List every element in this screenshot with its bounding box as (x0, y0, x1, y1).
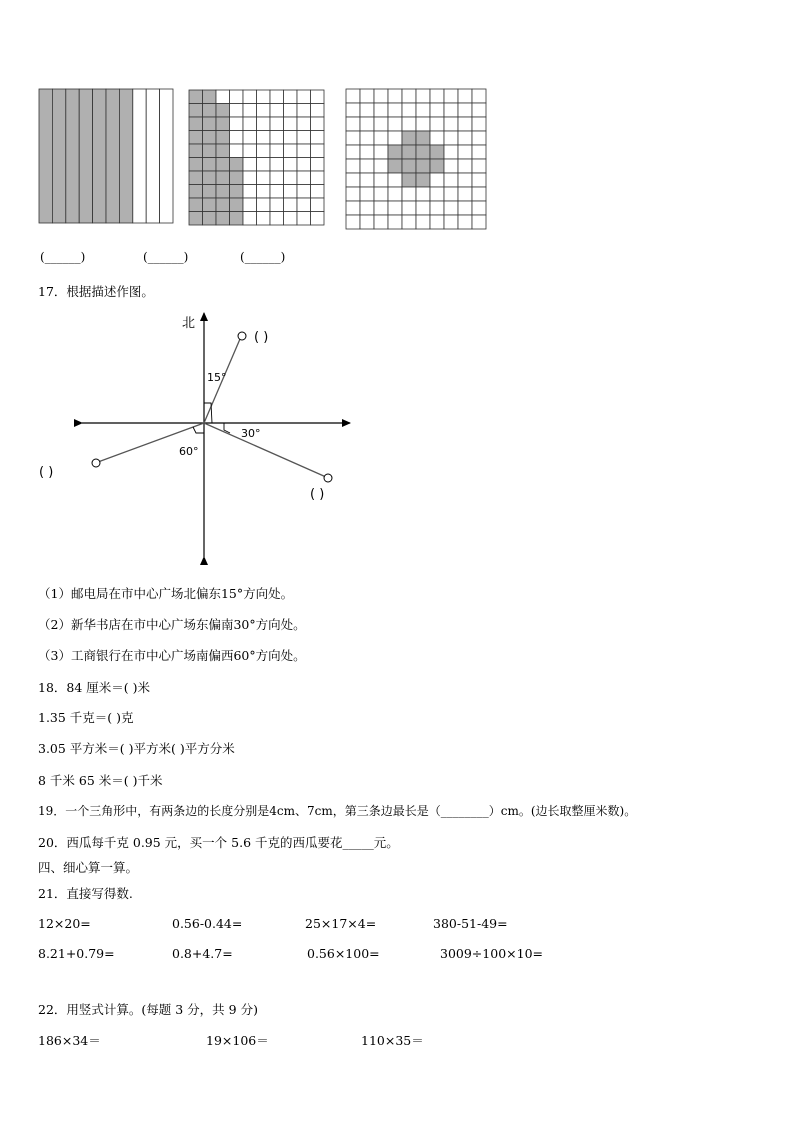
grid-cell (257, 158, 271, 172)
grid-cell (311, 198, 325, 212)
grid-cell (216, 90, 230, 104)
grid-cell (416, 117, 430, 131)
strip-column (106, 89, 119, 223)
grid-cell (203, 158, 217, 172)
grid-cell (216, 158, 230, 172)
grid-cell (311, 171, 325, 185)
grid-cell (270, 90, 284, 104)
q17-item-2: （2）新华书店在市中心广场东偏南30°方向处。 (38, 617, 306, 632)
grid-cell (346, 117, 360, 131)
grid-cell (444, 103, 458, 117)
grid-cell (284, 185, 298, 199)
blank-se: ( ) (310, 487, 325, 502)
grid-cell (203, 198, 217, 212)
grid-cell (416, 159, 430, 173)
grid-cell (311, 212, 325, 226)
bookstore-point (324, 474, 332, 482)
grid-cell (458, 131, 472, 145)
grid-cell (472, 145, 486, 159)
grid-cell (444, 131, 458, 145)
grid-cell (311, 144, 325, 158)
grid-cell (430, 89, 444, 103)
grid-cell (374, 145, 388, 159)
answer-blank-2[interactable]: (______) (143, 250, 189, 264)
grid-cell (360, 103, 374, 117)
grid-cell (297, 198, 311, 212)
bank-point (92, 459, 100, 467)
grid-cell (402, 89, 416, 103)
grid-cell (430, 187, 444, 201)
q21-r2c3: 0.56×100= (307, 946, 380, 961)
grid-cell (243, 212, 257, 226)
grid-cell (430, 117, 444, 131)
grid-cell (243, 104, 257, 118)
grid-cell (297, 131, 311, 145)
grid-cell (230, 171, 244, 185)
grid-cell (360, 131, 374, 145)
grid-cell (444, 201, 458, 215)
grid-cell (444, 215, 458, 229)
grid-cell (458, 145, 472, 159)
grid-cell (346, 201, 360, 215)
q18-line-4: 8 千米 65 米＝( )千米 (38, 773, 163, 788)
grid-cell (189, 212, 203, 226)
grid-cell (402, 173, 416, 187)
q20: 20．西瓜每千克 0.95 元，买一个 5.6 千克的西瓜要花_____元。 (38, 835, 399, 850)
grid-cell (374, 215, 388, 229)
angle-30-label: 30° (241, 427, 261, 440)
grid-cell (458, 89, 472, 103)
grid-cell (430, 159, 444, 173)
grid-cell (257, 171, 271, 185)
grid-cell (458, 117, 472, 131)
q22-item-1: 186×34＝ (38, 1033, 101, 1048)
grid-cell (297, 212, 311, 226)
grid-cell (472, 117, 486, 131)
grid-cell (270, 104, 284, 118)
grid-cell (216, 104, 230, 118)
grid-cell (346, 215, 360, 229)
strip-column (93, 89, 106, 223)
grid-cell (374, 173, 388, 187)
q21-r2c4: 3009÷100×10= (440, 946, 543, 961)
strip-column (146, 89, 159, 223)
grid-cell (430, 201, 444, 215)
blank-ne: ( ) (254, 330, 269, 345)
q17-title: 17．根据描述作图。 (38, 284, 154, 299)
grid-cell (388, 159, 402, 173)
strip-column (66, 89, 79, 223)
grid-cell (388, 201, 402, 215)
q19: 19．一个三角形中，有两条边的长度分别是4cm、7cm，第三条边最长是（________）cm。(边长取整厘米数)。 (38, 804, 637, 818)
grid-cell (230, 158, 244, 172)
grid-cell (297, 104, 311, 118)
grid-cell (270, 117, 284, 131)
grid-cell (311, 90, 325, 104)
grid-cell (230, 185, 244, 199)
grid-cell (203, 90, 217, 104)
grid-cell (458, 159, 472, 173)
grid-cell (360, 173, 374, 187)
grid-cell (346, 145, 360, 159)
grid-cell (416, 131, 430, 145)
grid-cell (189, 144, 203, 158)
strip-column (39, 89, 52, 223)
grid-cell (388, 103, 402, 117)
strip-column (133, 89, 146, 223)
grid-cell (444, 89, 458, 103)
grid-cell (430, 173, 444, 187)
grid-cell (472, 159, 486, 173)
grid-cell (257, 90, 271, 104)
grid-cell (430, 131, 444, 145)
grid-cell (243, 131, 257, 145)
grid-cell (203, 131, 217, 145)
answer-blank-3[interactable]: (______) (240, 250, 286, 264)
q18-line-3: 3.05 平方米＝( )平方米( )平方分米 (38, 741, 235, 756)
grid-cell (458, 173, 472, 187)
grid-cell (374, 159, 388, 173)
grid-cell (346, 131, 360, 145)
grid-cell (416, 103, 430, 117)
blank-w: ( ) (39, 465, 54, 480)
grid-cell (388, 173, 402, 187)
grid-cell (472, 215, 486, 229)
grid-cell (402, 187, 416, 201)
grid-cell (243, 117, 257, 131)
grid-cell (203, 117, 217, 131)
q22-item-3: 110×35＝ (361, 1033, 424, 1048)
grid-cell (257, 212, 271, 226)
grid-cell (257, 131, 271, 145)
grid-cell (243, 90, 257, 104)
grid-cell (297, 90, 311, 104)
grid-cell (388, 117, 402, 131)
post-office-point (238, 332, 246, 340)
grid-cell (216, 185, 230, 199)
grid-cell (402, 103, 416, 117)
grid-cell (297, 158, 311, 172)
grid-cell (472, 201, 486, 215)
grid-cell (388, 215, 402, 229)
grid-cell (270, 131, 284, 145)
grid-cell (402, 117, 416, 131)
grid-cell (297, 144, 311, 158)
grid-cell (360, 145, 374, 159)
grid-cell (388, 187, 402, 201)
grid-cell (472, 89, 486, 103)
grid-cell (284, 158, 298, 172)
grid-cell (444, 117, 458, 131)
grid-cell (216, 117, 230, 131)
grid-cell (346, 103, 360, 117)
grid-cell (243, 171, 257, 185)
grid-cell (472, 187, 486, 201)
grid-cell (311, 158, 325, 172)
grid-cell (216, 131, 230, 145)
grid-cell (374, 117, 388, 131)
grid-cell (216, 198, 230, 212)
grid-cell (416, 145, 430, 159)
grid-cell (458, 215, 472, 229)
grid-cell (230, 212, 244, 226)
grid-cell (284, 117, 298, 131)
grid-cell (257, 198, 271, 212)
grid-cell (402, 145, 416, 159)
q21-r1c2: 0.56-0.44= (172, 916, 243, 931)
grid-cell (203, 185, 217, 199)
q21-r1c3: 25×17×4= (305, 916, 377, 931)
grid-cell (270, 198, 284, 212)
grid-cell (189, 104, 203, 118)
grid-cell (472, 173, 486, 187)
grid-cell (374, 201, 388, 215)
grid-cell (360, 117, 374, 131)
grid-cell (388, 145, 402, 159)
grid-cell (270, 144, 284, 158)
grid-cell (270, 212, 284, 226)
grid-cell (189, 131, 203, 145)
q21-title: 21．直接写得数. (38, 886, 133, 901)
grid-cell (311, 117, 325, 131)
q21-r1c4: 380-51-49= (433, 916, 508, 931)
strip-column (119, 89, 132, 223)
direction-diagram (30, 305, 375, 565)
grid-cell (189, 90, 203, 104)
grid-cell (297, 171, 311, 185)
grid-cell (346, 173, 360, 187)
grid-cell (284, 104, 298, 118)
grid-cell (388, 89, 402, 103)
grid-cell (189, 185, 203, 199)
q17-item-1: （1）邮电局在市中心广场北偏东15°方向处。 (38, 586, 294, 601)
grid-cell (430, 215, 444, 229)
grid-cell (416, 89, 430, 103)
grid-cell (257, 144, 271, 158)
q21-r2c2: 0.8+4.7= (172, 946, 233, 961)
grid-cell (203, 104, 217, 118)
grid-cell (374, 89, 388, 103)
grid-cell (360, 187, 374, 201)
grid-cell (284, 144, 298, 158)
q21-r1c1: 12×20= (38, 916, 91, 931)
answer-blank-1[interactable]: (______) (40, 250, 86, 264)
grid-cell (311, 185, 325, 199)
grid-cell (444, 145, 458, 159)
grid-cell (374, 131, 388, 145)
grid-cell (216, 212, 230, 226)
hundred-grid-figure-1 (188, 89, 326, 227)
grid-cell (230, 198, 244, 212)
grid-cell (360, 215, 374, 229)
grid-cell (472, 131, 486, 145)
grid-cell (444, 173, 458, 187)
grid-cell (189, 158, 203, 172)
grid-cell (216, 144, 230, 158)
grid-cell (203, 212, 217, 226)
grid-cell (257, 117, 271, 131)
grid-cell (346, 89, 360, 103)
grid-cell (458, 187, 472, 201)
grid-cell (472, 103, 486, 117)
grid-cell (270, 185, 284, 199)
grid-cell (430, 103, 444, 117)
grid-cell (284, 171, 298, 185)
angle-15-label: 15° (207, 371, 227, 384)
grid-cell (402, 159, 416, 173)
grid-cell (243, 185, 257, 199)
grid-cell (203, 144, 217, 158)
grid-cell (416, 215, 430, 229)
grid-cell (189, 171, 203, 185)
grid-cell (189, 198, 203, 212)
grid-cell (346, 187, 360, 201)
grid-cell (444, 159, 458, 173)
grid-cell (416, 201, 430, 215)
grid-cell (360, 201, 374, 215)
grid-cell (416, 187, 430, 201)
grid-cell (216, 171, 230, 185)
grid-cell (311, 131, 325, 145)
grid-cell (243, 198, 257, 212)
grid-cell (458, 201, 472, 215)
q22-item-2: 19×106＝ (206, 1033, 269, 1048)
grid-cell (284, 212, 298, 226)
grid-cell (444, 187, 458, 201)
grid-cell (230, 144, 244, 158)
grid-cell (374, 103, 388, 117)
strip-column (79, 89, 92, 223)
grid-cell (230, 104, 244, 118)
grid-cell (230, 131, 244, 145)
grid-cell (458, 103, 472, 117)
grid-cell (284, 131, 298, 145)
grid-cell (297, 117, 311, 131)
grid-cell (374, 187, 388, 201)
grid-cell (243, 158, 257, 172)
grid-cell (402, 131, 416, 145)
grid-cell (360, 159, 374, 173)
grid-cell (402, 201, 416, 215)
strip-column (52, 89, 65, 223)
grid-cell (388, 131, 402, 145)
grid-cell (189, 117, 203, 131)
grid-cell (230, 90, 244, 104)
q22-title: 22．用竖式计算。(每题 3 分，共 9 分) (38, 1002, 258, 1017)
q17-item-3: （3）工商银行在市中心广场南偏西60°方向处。 (38, 648, 306, 663)
strip-column (160, 89, 173, 223)
grid-cell (230, 117, 244, 131)
grid-cell (430, 145, 444, 159)
grid-cell (270, 171, 284, 185)
angle-60-label: 60° (179, 445, 199, 458)
q21-r2c1: 8.21+0.79= (38, 946, 115, 961)
grid-cell (416, 173, 430, 187)
q18-line-1: 18．84 厘米＝( )米 (38, 680, 151, 695)
grid-cell (284, 198, 298, 212)
grid-cell (257, 104, 271, 118)
q18-line-2: 1.35 千克＝( )克 (38, 710, 134, 725)
north-label: 北 (182, 316, 196, 331)
grid-cell (360, 89, 374, 103)
grid-cell (311, 104, 325, 118)
section-4-heading: 四、细心算一算。 (38, 860, 139, 875)
grid-cell (257, 185, 271, 199)
grid-cell (297, 185, 311, 199)
grid-cell (346, 159, 360, 173)
grid-cell (270, 158, 284, 172)
grid-cell (243, 144, 257, 158)
grid-cell (284, 90, 298, 104)
grid-cell (402, 215, 416, 229)
grid-cell (203, 171, 217, 185)
fraction-strip-figure (38, 88, 174, 226)
hundred-grid-figure-2 (345, 88, 488, 230)
